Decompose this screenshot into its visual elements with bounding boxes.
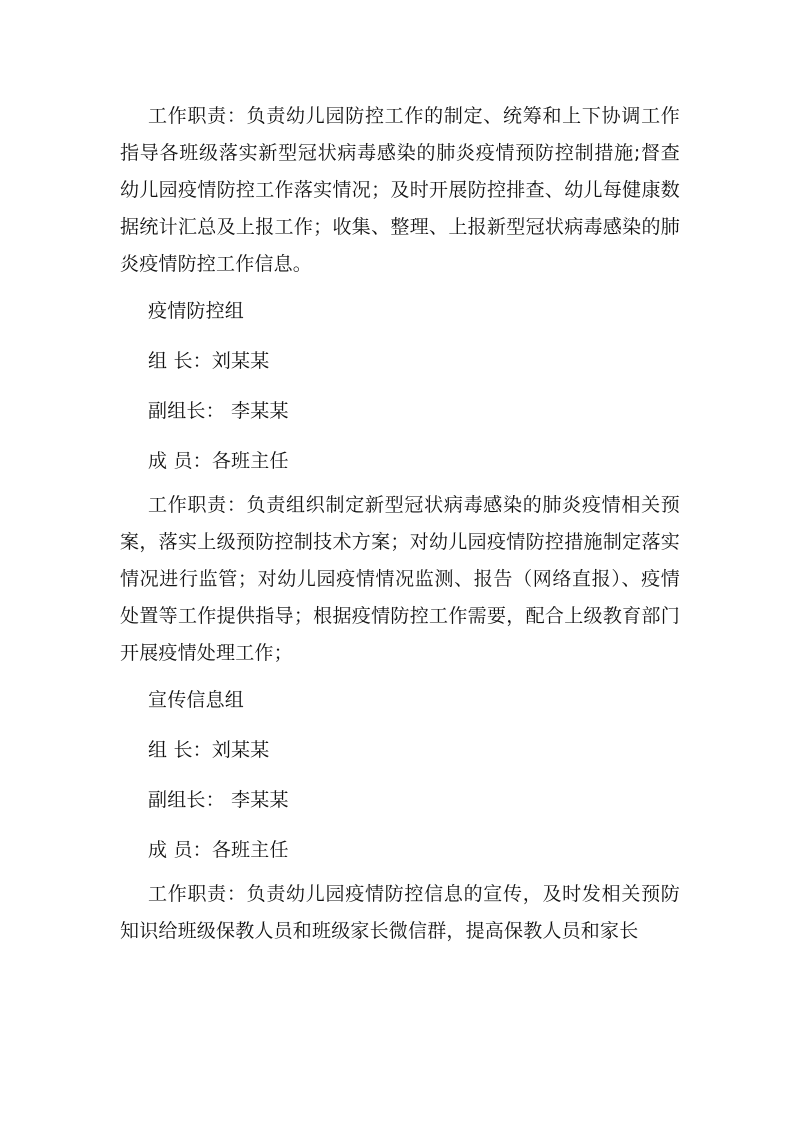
group-title-epidemic-control: 疫情防控组 [148, 300, 245, 322]
group-members-epidemic-control: 成 员：各班主任 [148, 450, 289, 472]
group-deputy-epidemic-control: 副组长： 李某某 [148, 400, 289, 422]
duty-paragraph-leadership: 工作职责：负责幼儿园防控工作的制定、统筹和上下协调工作指导各班级落实新型冠状病毒感染的肺炎疫情预防控制措施;督查幼儿园疫情防控工作落实情况；及时开展防控排查、幼儿每健康数据统计汇总及上报工作；收集、整理、上报新型冠状病毒感染的肺炎疫情防控工作信息。 [120, 105, 680, 275]
group-leader-publicity: 组 长：刘某某 [148, 739, 270, 761]
group-members-publicity: 成 员：各班主任 [148, 839, 289, 861]
duty-paragraph-epidemic-control: 工作职责：负责组织制定新型冠状病毒感染的肺炎疫情相关预案，落实上级预防控制技术方案；对幼儿园疫情防控措施制定落实情况进行监管；对幼儿园疫情情况监测、报告（网络直报）、疫情处置等工作提供指导；根据疫情防控工作需要，配合上级教育部门开展疫情处理工作； [120, 494, 680, 664]
duty-paragraph-publicity: 工作职责：负责幼儿园疫情防控信息的宣传，及时发相关预防知识给班级保教人员和班级家长微信群，提高保教人员和家长 [120, 883, 680, 942]
group-leader-epidemic-control: 组 长：刘某某 [148, 350, 270, 372]
group-title-publicity: 宣传信息组 [148, 689, 245, 711]
document-body [120, 98, 680, 950]
group-deputy-publicity: 副组长： 李某某 [148, 789, 289, 811]
